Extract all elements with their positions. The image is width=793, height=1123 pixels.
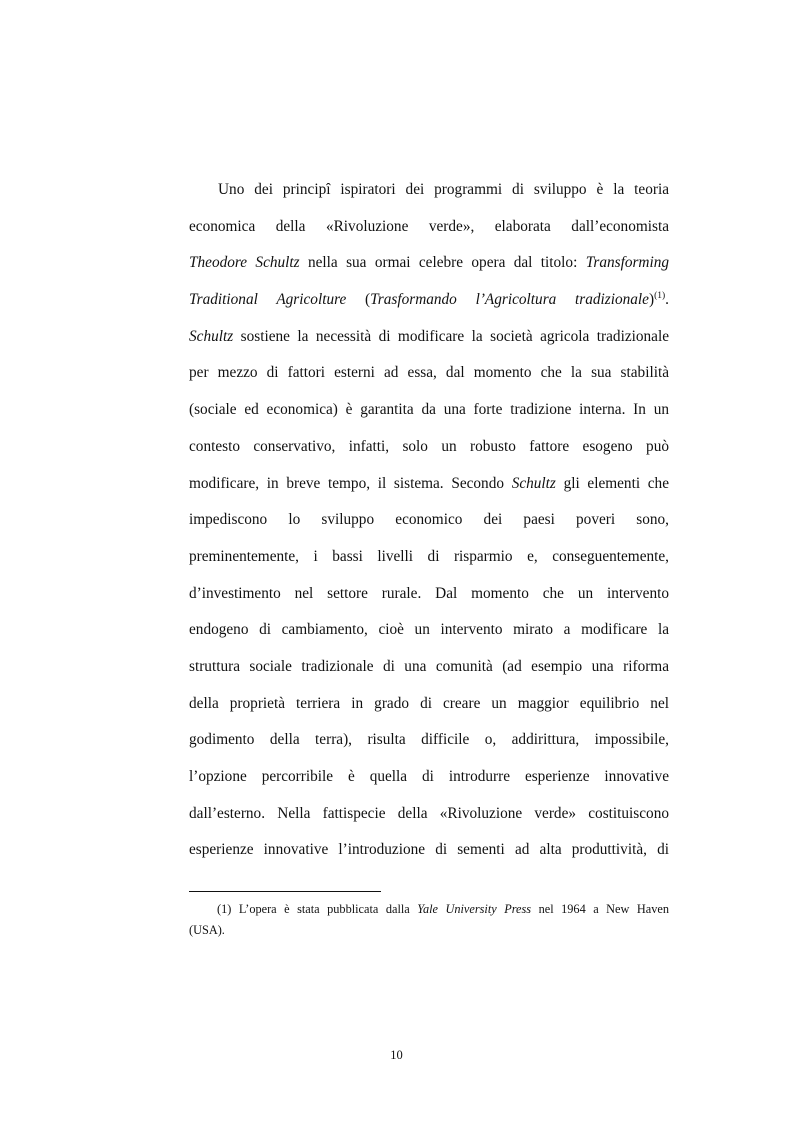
footnote-line	[189, 899, 669, 920]
text-run: .	[665, 291, 669, 309]
author-name: Theodore Schultz	[189, 254, 300, 272]
text-run: della proprietà terriera in grado di creare un maggior equilibrio nel	[189, 694, 669, 712]
text-run: d’investimento nel settore rurale. Dal momento che un intervento	[189, 584, 669, 602]
text-run: (sociale ed economica) è garantita da una forte tradizione interna. In un	[189, 401, 669, 419]
author-name: Schultz	[189, 327, 234, 345]
book-title: Transforming	[585, 254, 670, 272]
text-run: per mezzo di fattori esterni ad essa, dal momento che la sua stabilità	[189, 364, 669, 382]
text-run: Uno dei principî ispiratori dei programmi di sviluppo è la teoria	[218, 181, 669, 198]
paragraph-line	[189, 172, 669, 209]
text-run: struttura sociale tradizionale di una comunità (ad esempio una riforma	[189, 657, 669, 675]
footnote-separator	[189, 891, 381, 892]
book-title-translation: Trasformando l’Agricoltura tradizionale	[370, 291, 649, 309]
paragraph-line	[189, 649, 669, 686]
footnote	[189, 899, 669, 941]
publisher-name: Yale University Press	[417, 902, 532, 916]
text-run: nel 1964 a New Haven	[531, 902, 669, 916]
paragraph-line	[189, 722, 669, 759]
paragraph-line	[189, 282, 669, 319]
paragraph-line	[189, 355, 669, 392]
text-run: godimento della terra), risulta difficile o, addirittura, impossibile,	[189, 731, 669, 749]
body-paragraph	[189, 172, 669, 869]
page-number: 10	[390, 1048, 403, 1062]
paragraph-line	[189, 612, 669, 649]
footnote-reference: (1)	[654, 291, 666, 302]
text-run: impediscono lo sviluppo economico dei paesi poveri sono,	[189, 511, 669, 529]
paragraph-line	[189, 576, 669, 613]
footnote-line: (USA).	[189, 923, 225, 937]
paragraph-line	[189, 209, 669, 246]
paragraph-line	[189, 539, 669, 576]
paragraph-line	[189, 832, 669, 869]
text-run: (	[346, 291, 371, 309]
text-run: l’opzione percorribile è quella di introdurre esperienze innovative	[189, 768, 669, 785]
paragraph-line	[189, 796, 669, 833]
text-run: endogeno di cambiamento, cioè un intervento mirato a modificare la	[189, 621, 669, 639]
text-run: (1) L’opera è stata pubblicata dalla	[217, 902, 418, 916]
paragraph-line	[189, 466, 669, 503]
paragraph-line	[189, 392, 669, 429]
book-title: Traditional Agricolture	[189, 291, 347, 309]
paragraph-line	[189, 759, 669, 796]
paragraph-line	[189, 319, 669, 356]
text-run: preminentemente, i bassi livelli di risparmio e, conseguentemente,	[189, 547, 669, 565]
paragraph-line	[189, 686, 669, 723]
text-run: )	[648, 291, 655, 309]
text-run: dall’esterno. Nella fattispecie della «Rivoluzione verde» costituiscono	[189, 804, 669, 822]
text-run: nella sua ormai celebre opera dal titolo:	[299, 254, 586, 272]
text-run: contesto conservativo, infatti, solo un robusto fattore esogeno può	[189, 437, 669, 455]
paragraph-line	[189, 502, 669, 539]
text-run: sostiene la necessità di modificare la società agricola tradizionale	[233, 327, 669, 345]
paragraph-line	[189, 245, 669, 282]
text-run: economica della «Rivoluzione verde», elaborata dall’economista	[189, 217, 669, 235]
text-run: gli elementi che	[555, 474, 669, 492]
text-run: modificare, in breve tempo, il sistema. Secondo	[189, 474, 512, 492]
author-name: Schultz	[511, 474, 556, 492]
text-run: esperienze innovative l’introduzione di sementi ad alta produttività, di	[189, 841, 669, 859]
paragraph-line	[189, 429, 669, 466]
